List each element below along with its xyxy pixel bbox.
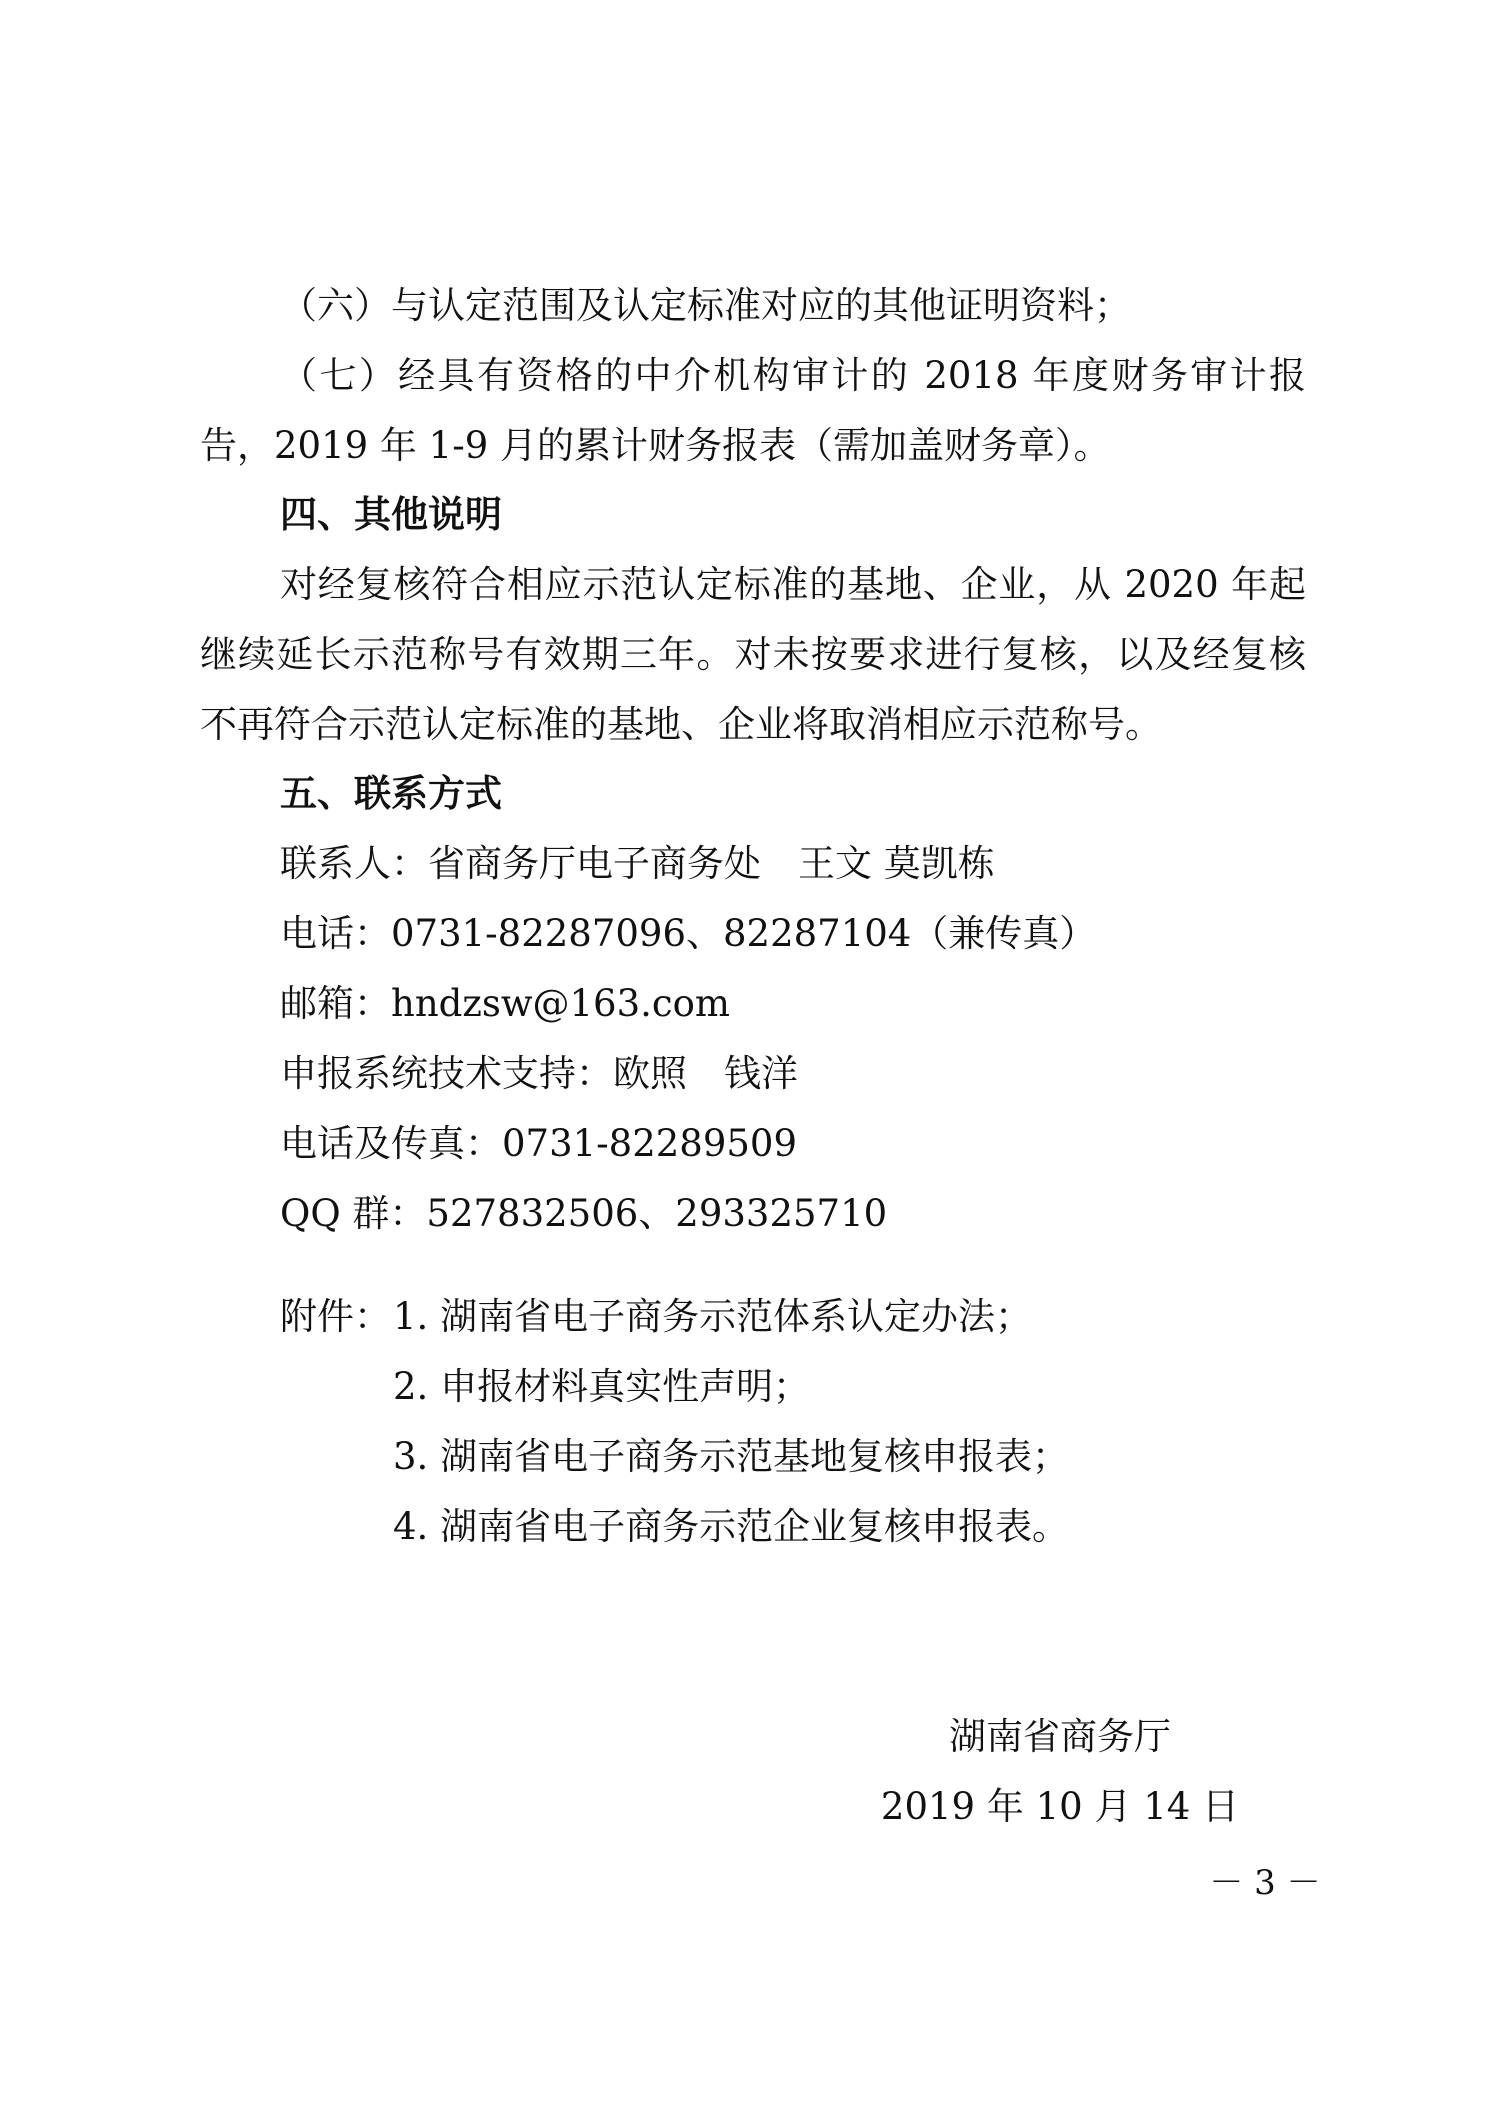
attachment-item: 3. 湖南省电子商务示范基地复核申报表； — [393, 1435, 1070, 1478]
item-6: （六）与认定范围及认定标准对应的其他证明资料； — [280, 284, 1131, 327]
attachment-item: 2. 申报材料真实性声明； — [393, 1365, 811, 1408]
section-4-heading: 四、其他说明 — [280, 493, 502, 536]
section-5-heading: 五、联系方式 — [280, 772, 502, 815]
contact-person: 联系人：省商务厅电子商务处 王文 莫凯栋 — [280, 842, 995, 885]
page-number: － 3 － — [1209, 1863, 1321, 1903]
contact-email: 邮箱：hndzsw@163.com — [280, 982, 730, 1025]
signature-date: 2019 年 10 月 14 日 — [880, 1785, 1240, 1828]
tech-phone-fax: 电话及传真：0731-82289509 — [280, 1122, 797, 1165]
signature-organization: 湖南省商务厅 — [949, 1715, 1171, 1758]
section-4-line-2: 继续延长示范称号有效期三年。对未按要求进行复核，以及经复核 — [200, 633, 1306, 676]
attachment-item: 4. 湖南省电子商务示范企业复核申报表。 — [393, 1505, 1070, 1548]
attachment-item: 1. 湖南省电子商务示范体系认定办法； — [393, 1295, 1033, 1338]
item-7-line-2: 告，2019 年 1-9 月的累计财务报表（需加盖财务章）。 — [200, 424, 1111, 467]
qq-group: QQ 群：527832506、293325710 — [280, 1192, 888, 1235]
section-4-line-1: 对经复核符合相应示范认定标准的基地、企业，从 2020 年起 — [280, 563, 1306, 606]
item-7-line-1: （七）经具有资格的中介机构审计的 2018 年度财务审计报 — [280, 354, 1306, 397]
tech-support: 申报系统技术支持：欧照 钱洋 — [280, 1052, 798, 1095]
section-4-line-3: 不再符合示范认定标准的基地、企业将取消相应示范称号。 — [200, 703, 1162, 746]
contact-phone: 电话：0731-82287096、82287104（兼传真） — [280, 912, 1097, 955]
attachments-label: 附件： — [280, 1295, 391, 1338]
